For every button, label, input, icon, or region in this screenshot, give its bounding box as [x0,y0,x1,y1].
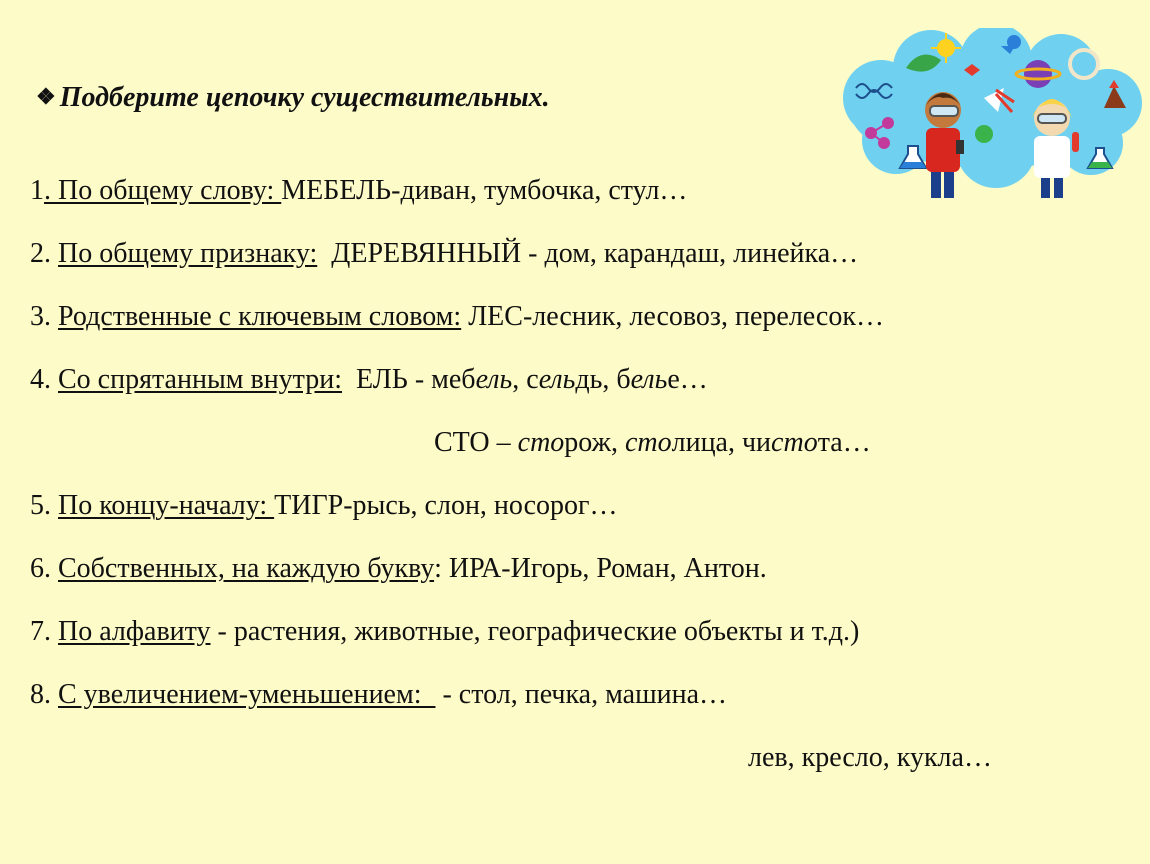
item-3: 3. Родственные с ключевым словом: ЛЕС-лесник, лесовоз, перелесок… [30,301,884,332]
item-2: 2. По общему признаку: ДЕРЕВЯННЫЙ - дом, карандаш, линейка… [30,238,859,269]
item-5: 5. По концу-началу: ТИГР-рысь, слон, носорог… [30,490,618,521]
item-2-heading: По общему признаку: [58,238,318,269]
item-8-continuation: лев, кресло, кукла… [748,742,992,773]
item-4-heading: Со спрятанным внутри: [58,364,343,395]
item-4: 4. Со спрятанным внутри: ЕЛЬ - мебель, сельдь, белье… [30,364,708,395]
item-3-heading: Родственные с ключевым словом: [58,301,462,332]
item-7: 7. По алфавиту - растения, животные, географические объекты и т.д.) [30,616,860,647]
item-5-heading: По концу-началу: [58,490,275,521]
diamond-bullet-icon: ❖ [36,84,56,109]
title-text: Подберите цепочку существительных. [59,82,550,113]
item-6-heading: Собственных, на каждую букву [58,553,435,584]
item-6: 6. Собственных, на каждую букву: ИРА-Игорь, Роман, Антон. [30,553,767,584]
science-kids-illustration-icon [836,28,1146,203]
item-4-continuation: СТО – сторож, столица, чистота… [434,427,871,458]
slide-title [36,82,550,114]
item-1-heading: . По общему слову: [44,175,282,206]
item-7-heading: По алфавиту [58,616,211,647]
item-8-heading: С увеличением-уменьшением: [58,679,436,710]
item-1: 1. По общему слову: МЕБЕЛЬ-диван, тумбочка, стул… [30,175,688,206]
item-8: 8. С увеличением-уменьшением: - стол, печка, машина… [30,679,728,710]
